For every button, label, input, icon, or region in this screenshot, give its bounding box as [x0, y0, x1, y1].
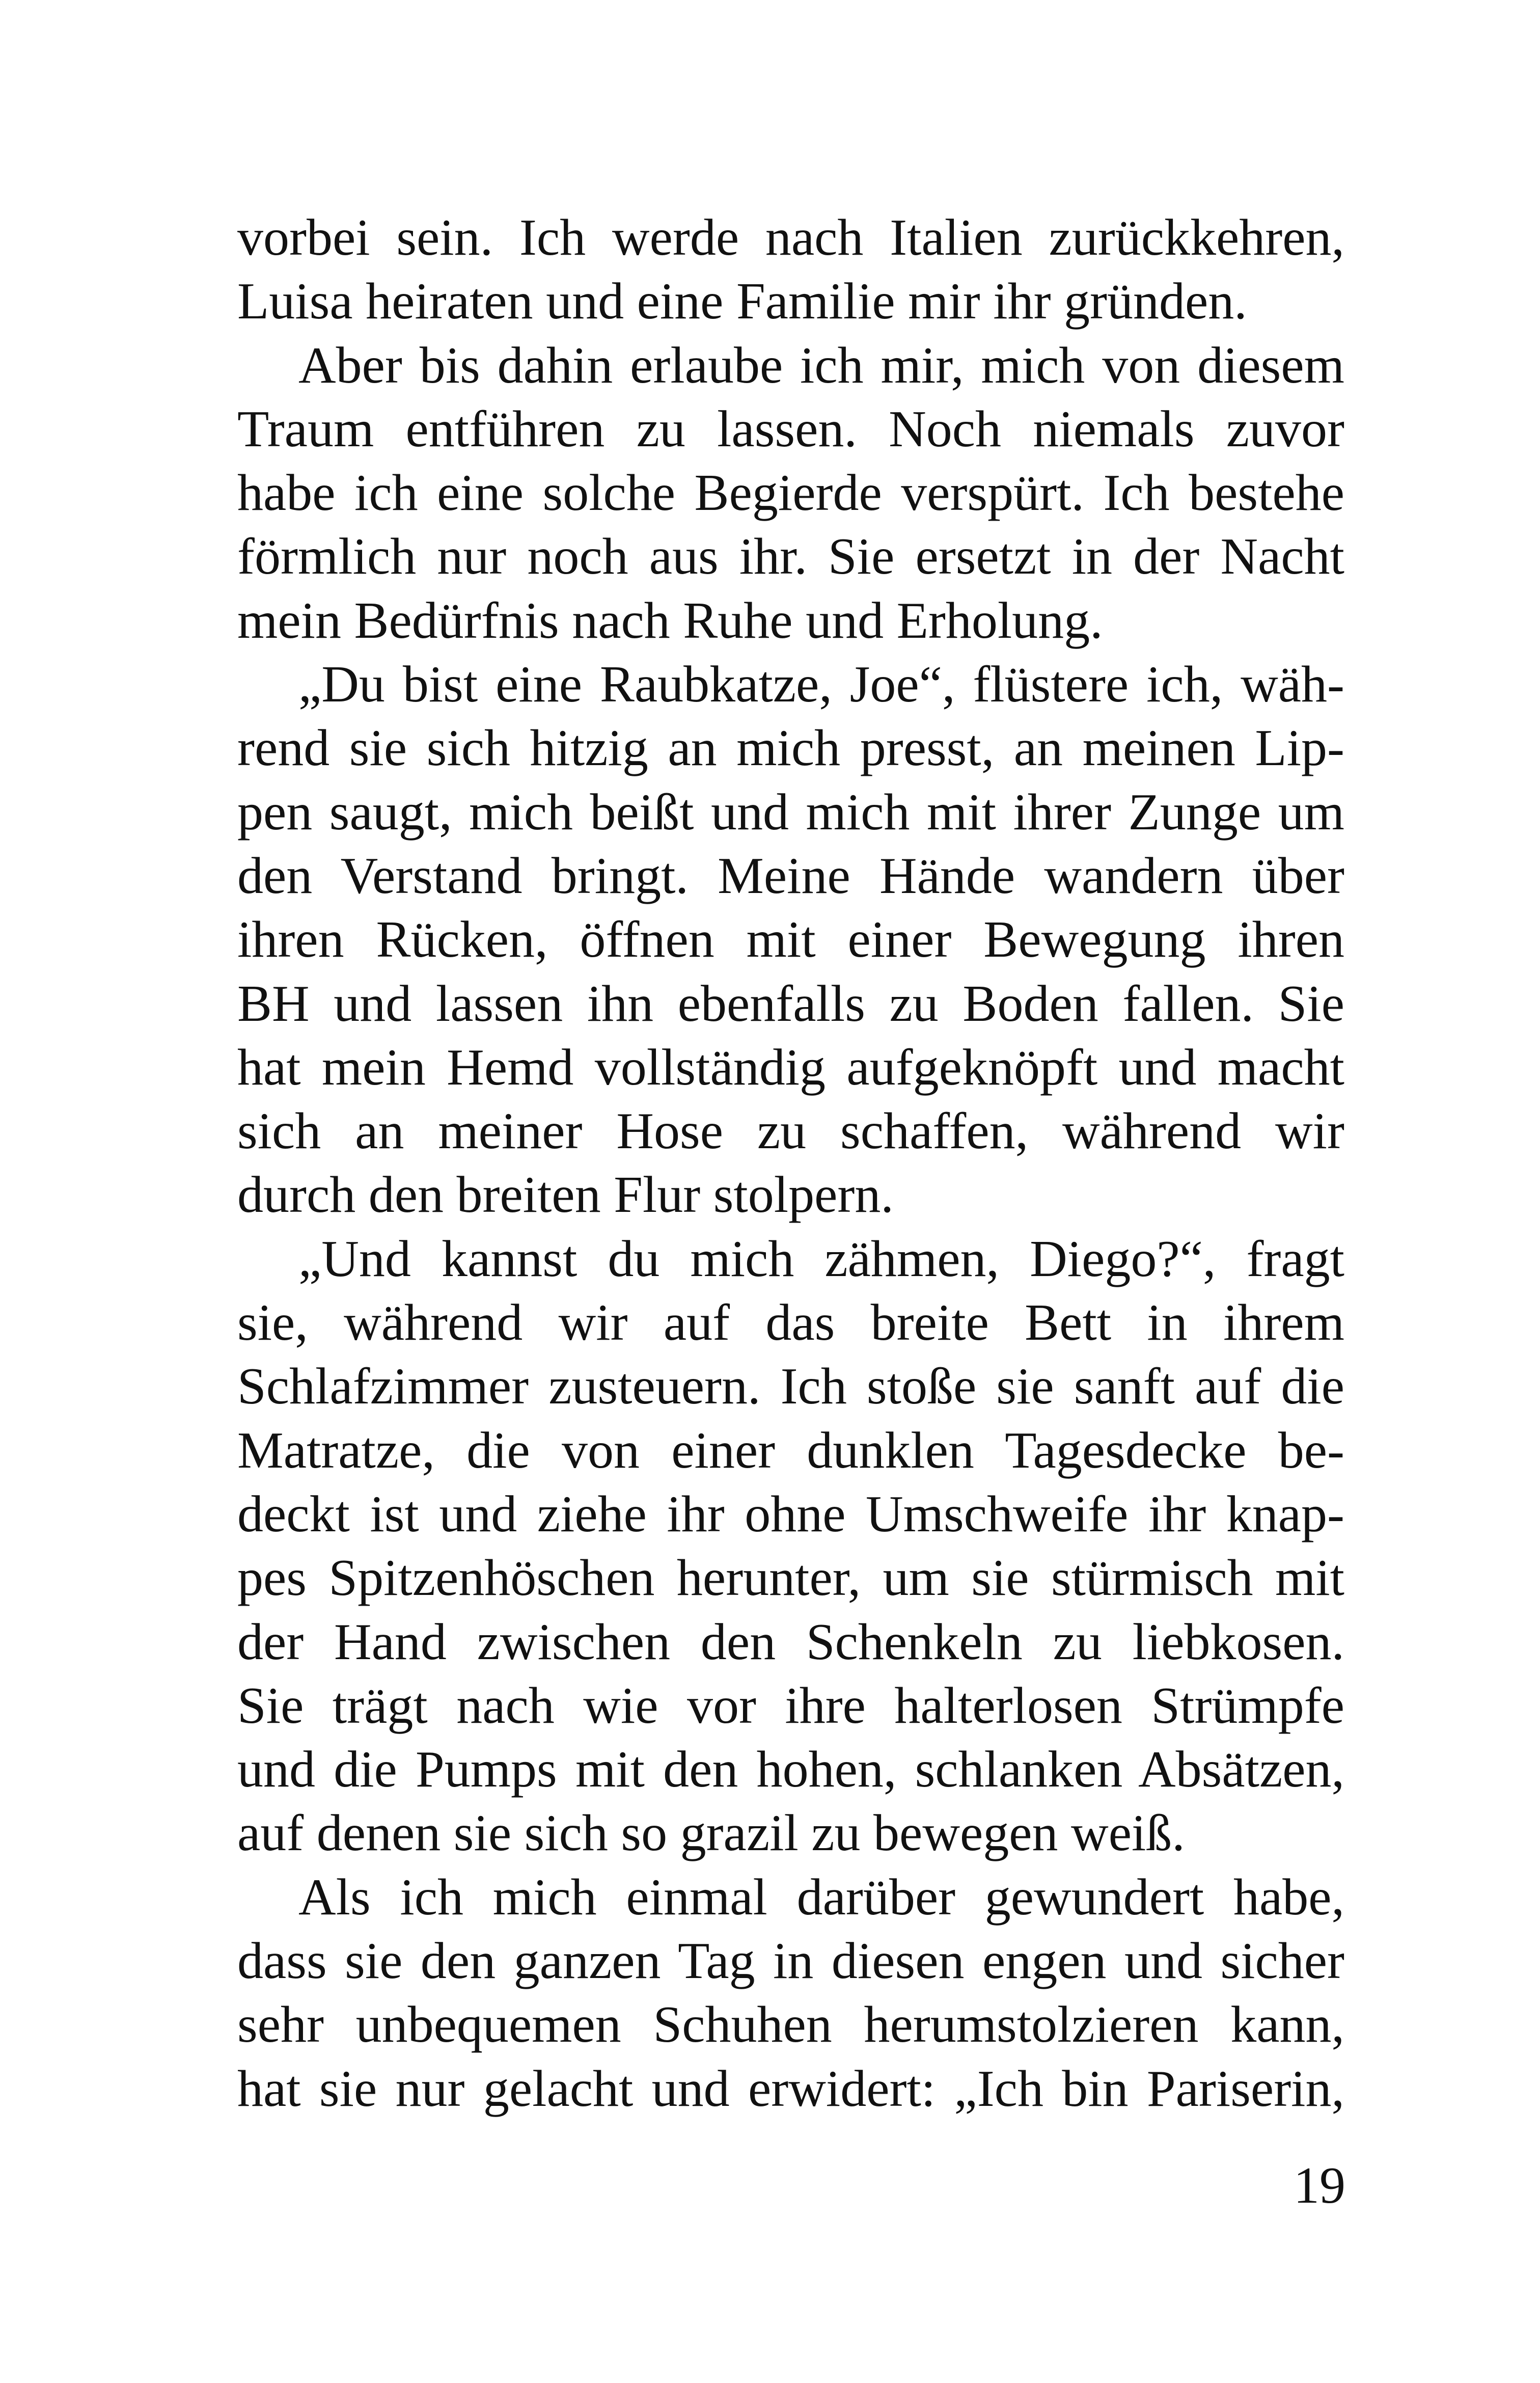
text-line: rend sie sich hitzig an mich presst, an meinen Lip-: [237, 719, 1344, 777]
text-line: sie, während wir auf das breite Bett in ihrem: [237, 1294, 1344, 1352]
text-line: pen saugt, mich beißt und mich mit ihrer Zunge um: [237, 783, 1344, 841]
text-line: dass sie den ganzen Tag in diesen engen und sicher: [237, 1932, 1344, 1990]
text-line: ihren Rücken, öffnen mit einer Bewegung ihren: [237, 911, 1344, 969]
text-line: der Hand zwischen den Schenkeln zu liebkosen.: [237, 1613, 1344, 1671]
text-line: sehr unbequemen Schuhen herumstolzieren kann,: [237, 1996, 1344, 2054]
text-line: BH und lassen ihn ebenfalls zu Boden fallen. Sie: [237, 974, 1344, 1033]
text-line: hat mein Hemd vollständig aufgeknöpft und macht: [237, 1038, 1344, 1096]
text-line: durch den breiten Flur stolpern.: [237, 1166, 894, 1224]
paragraph: [237, 1227, 1344, 1865]
text-line: „Du bist eine Raubkatze, Joe“, flüstere ich, wäh-: [298, 656, 1344, 714]
text-line: habe ich eine solche Begierde verspürt. Ich bestehe: [237, 464, 1344, 522]
text-line: auf denen sie sich so grazil zu bewegen weiß.: [237, 1804, 1185, 1862]
text-line: Sie trägt nach wie vor ihre halterlosen Strümpfe: [237, 1676, 1344, 1735]
text-line: Traum entführen zu lassen. Noch niemals zuvor: [237, 400, 1344, 458]
body-text: [237, 206, 1344, 2121]
paragraph: [237, 653, 1344, 1227]
paragraph: [237, 1865, 1344, 2121]
text-line: hat sie nur gelacht und erwidert: „Ich bin Pariserin,: [237, 2060, 1344, 2118]
paragraph: [237, 206, 1344, 334]
text-line: Luisa heiraten und eine Familie mir ihr gründen.: [237, 273, 1247, 331]
text-line: „Und kannst du mich zähmen, Diego?“, fragt: [298, 1230, 1344, 1288]
text-line: sich an meiner Hose zu schaffen, während wir: [237, 1102, 1344, 1160]
text-line: und die Pumps mit den hohen, schlanken Absätzen,: [237, 1741, 1344, 1799]
text-line: pes Spitzenhöschen herunter, um sie stürmisch mit: [237, 1549, 1344, 1607]
text-line: deckt ist und ziehe ihr ohne Umschweife ihr knap-: [237, 1485, 1344, 1543]
text-line: Aber bis dahin erlaube ich mir, mich von diesem: [298, 336, 1344, 394]
text-line: Als ich mich einmal darüber gewundert habe,: [298, 1868, 1344, 1926]
text-line: förmlich nur noch aus ihr. Sie ersetzt in der Nacht: [237, 528, 1344, 586]
text-line: Schlafzimmer zusteuern. Ich stoße sie sanft auf die: [237, 1358, 1344, 1416]
page-number: 19: [1294, 2157, 1345, 2214]
paragraph: [237, 334, 1344, 653]
text-line: vorbei sein. Ich werde nach Italien zurückkehren,: [237, 209, 1344, 266]
text-line: den Verstand bringt. Meine Hände wandern über: [237, 847, 1344, 905]
text-line: Matratze, die von einer dunklen Tagesdecke be-: [237, 1421, 1344, 1479]
text-line: mein Bedürfnis nach Ruhe und Erholung.: [237, 591, 1103, 649]
